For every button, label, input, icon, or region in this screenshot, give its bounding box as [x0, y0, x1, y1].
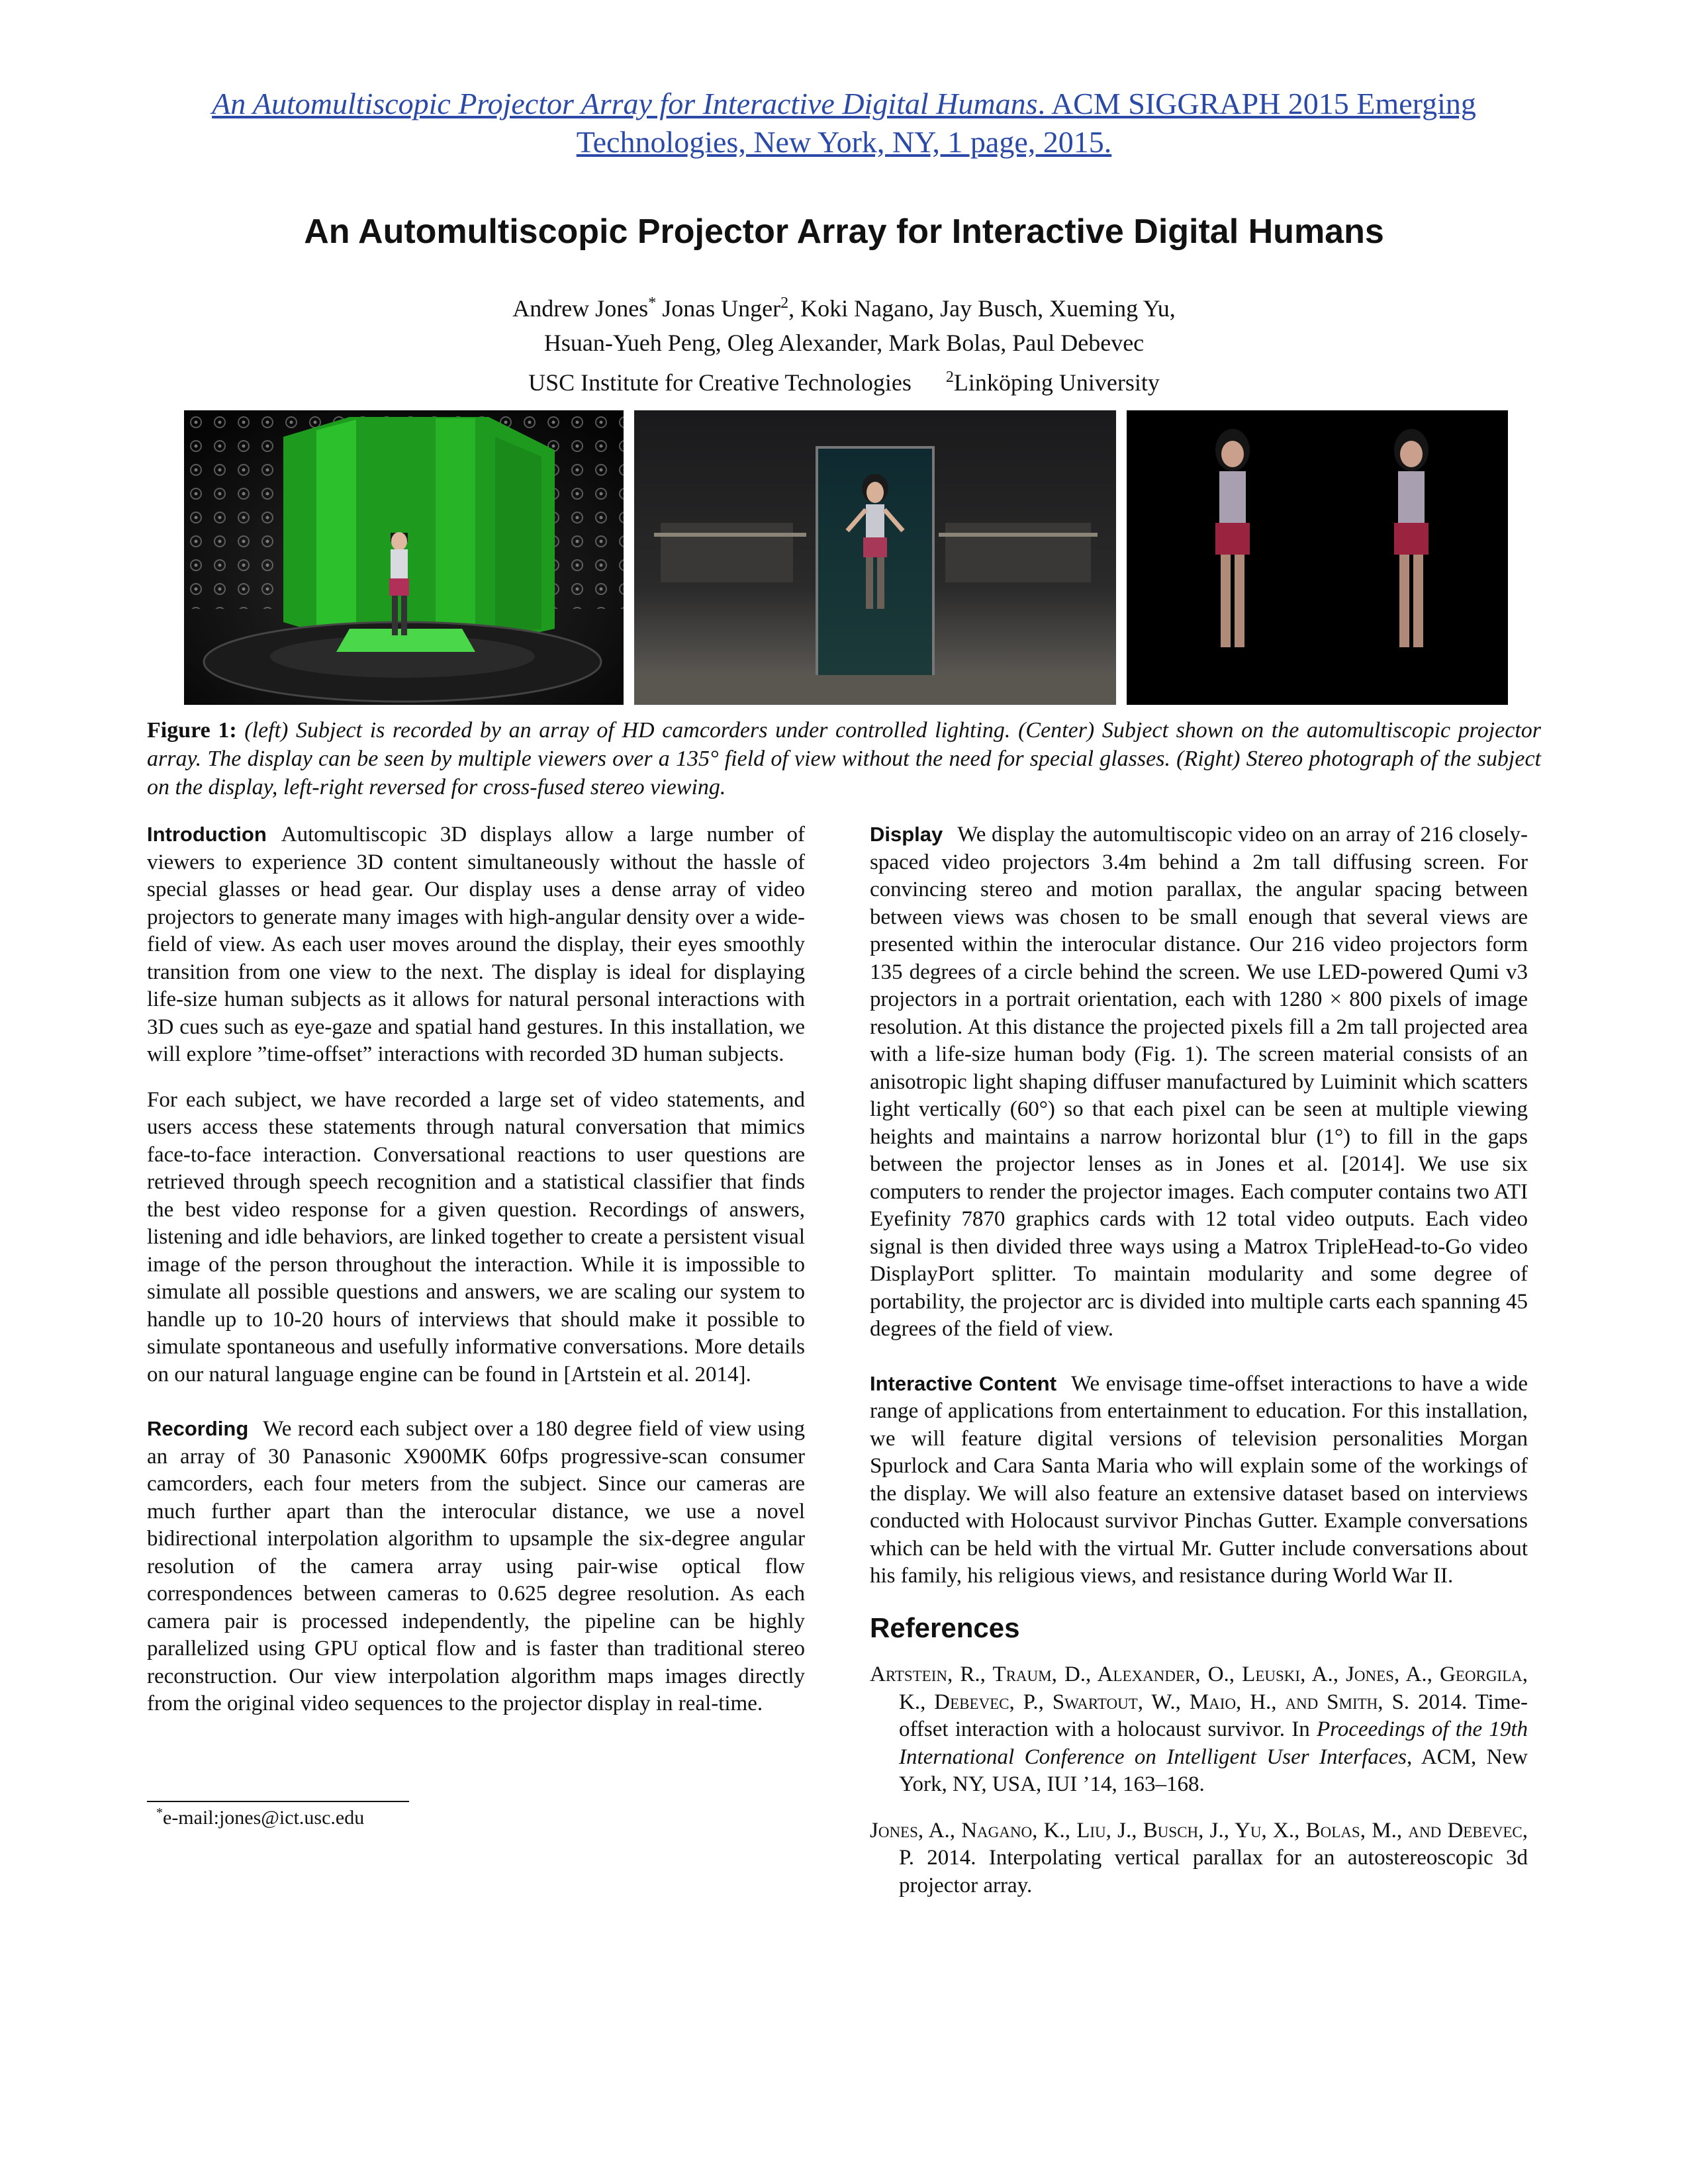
figure-capture-stage	[184, 410, 624, 705]
section-heading-display: Display	[870, 823, 943, 846]
references-heading: References	[870, 1612, 1020, 1643]
right-column	[870, 821, 1528, 1918]
author-unger: Jonas Unger	[662, 295, 781, 322]
display-text: We display the automultiscopic video on an array of 216 closely-spaced video projectors 3.4m behind a 2m tall diffusing screen. For convincing stereo and motion parallax, the angular spacing between between views was chosen to be small enough that several views are presented within the interocular distance. Our 216 video projectors form 135 degrees of a circle behind the screen. We use LED-powered Qumi v3 projectors in a portrait orientation, each with 1280 × 800 pixels of image resolution. At this distance the projected pixels fill a 2m tall projected area with a life-size human body (Fig. 1). The screen material consists of an anisotropic light shaping diffuser manufactured by Luiminit which scatters light vertically (60°) so that each pixel can be seen at multiple viewing heights and maintains a narrow horizontal blur (1°) to fill in the gaps between the projector lenses as in Jones et al. [2014]. We use six computers to render the projector images. Each computer contains two ATI Eyefinity 7870 graphics cards with 12 total video outputs. Each video signal is then divided three ways using a Matrox TripleHead-to-Go video DisplayPort splitter. To maintain modularity and some degree of portability, the projector arc is divided into multiple carts each spanning 45 degrees of the field of view.	[870, 823, 1528, 1341]
paper-link[interactable]: An Automultiscopic Projector Array for Interactive Digital Humans	[212, 87, 1038, 120]
intro-text-1: Automultiscopic 3D displays allow a large number of viewers to experience 3D content simultaneously without the hassle of special glasses or head gear. Our display uses a dense array of video projectors to generate many images with high-angular density over a wide-field of view. As each user moves around the display, their eyes smoothly transition from one view to the next. The display is ideal for displaying life-size human subjects as it allows for natural personal interactions with 3D cues such as eye-gaze and spatial hand gestures. In this installation, we will explore ”time-offset” interactions with recorded 3D human subjects.	[147, 823, 805, 1066]
interactive-text: We envisage time-offset interactions to have a wide range of applications from entertainment to education. For this installation, we will feature digital versions of television personalities Morgan Spurlock and Cara Santa Maria who will explain some of the workings of the display. We will also feature an extensive dataset based on interviews conducted with Holocaust survivor Pinchas Gutter. Example conversations which can be held with the virtual Mr. Gutter include conversations about his family, his religious views, and resistance during World War II.	[870, 1371, 1528, 1588]
paper-title: An Automultiscopic Projector Array for Interactive Digital Humans	[304, 212, 1384, 251]
author-block	[132, 286, 1556, 400]
affil2-mark: 2	[945, 369, 954, 386]
recording-text: We record each subject over a 180 degree field of view using an array of 30 Panasonic X900MK 60fps progressive-scan consumer camcorders, each four meters from the subject. Since our cameras are much further apart than the interocular distance, we use a novel bidirectional interpolation algorithm to upsample the six-degree angular resolution of the camera array using pair-wise optical flow correspondences between cameras to 0.625 degree resolution. As each camera pair is processed independently, the pipeline can be highly parallelized using GPU optical flow and is faster than traditional stereo reconstruction. Our view interpolation algorithm maps images directly from the original video sequences to the projector display in real-time.	[147, 1417, 805, 1715]
reference-jones	[870, 1817, 1528, 1900]
citation-banner	[152, 85, 1536, 161]
author-jones: Andrew Jones	[512, 295, 649, 322]
reference-1-authors: Artstein, R., Traum, D., Alexander, O., Leuski, A., Jones, A., Georgila, K., Debevec, P., Swartout, W., Maio, H., and Smith, S.	[870, 1662, 1528, 1714]
footnote-divider	[147, 1801, 409, 1802]
intro-text-2: For each subject, we have recorded a large set of video statements, and users access these statements through natural conversation that mimics face-to-face interaction. Conversational reactions to user questions are retrieved through speech recognition and a statistical classifier that finds the best video response for a given question. Recordings of answers, listening and idle behaviors, are linked together to create a persistent visual image of the person throughout the interaction. While it is impossible to simulate all possible questions and answers, we are scaling our system to handle up to 10-20 hours of interviews that should make it possible to simulate spontaneous and usefully informative conversations. More details on our natural language engine can be found in [Artstein et al. 2014].	[147, 1087, 805, 1387]
footnote-email: e-mail:jones@ict.usc.edu	[163, 1807, 365, 1829]
reference-2-title: 2014. Interpolating vertical parallax for an autostereoscopic 3d projector array.	[899, 1846, 1528, 1897]
footnote	[156, 1805, 364, 1829]
figure-stereo-pair	[1127, 410, 1508, 705]
venue-link-line2[interactable]: Technologies, New York, NY, 1 page, 2015.	[576, 125, 1112, 159]
interactive-paragraph	[870, 1370, 1528, 1590]
section-heading-recording: Recording	[147, 1417, 249, 1440]
venue-link[interactable]: . ACM SIGGRAPH 2015 Emerging	[1037, 87, 1476, 120]
footnote-mark: *	[156, 1805, 163, 1820]
intro-paragraph-1	[147, 821, 805, 1069]
reference-1-venue: Proceedings of the 19th International Conference on Intelligent User Interfaces	[899, 1717, 1528, 1769]
section-heading-interactive: Interactive Content	[870, 1371, 1057, 1395]
affiliation-linkoping: Linköping University	[953, 369, 1160, 396]
authors-line1: , Koki Nagano, Jay Busch, Xueming Yu,	[788, 295, 1176, 322]
affil-mark: 2	[780, 295, 789, 312]
figure-label: Figure 1:	[147, 718, 237, 743]
reference-artstein	[870, 1661, 1528, 1799]
figure-caption-text: (left) Subject is recorded by an array of HD camcorders under controlled lighting. (Center) Subject shown on the automultiscopic projector array. The display can be seen by multiple viewers over a 135° field of view without the need for special glasses. (Right) Stereo photograph of the subject on the display, left-right reversed for cross-fused stereo viewing.	[147, 718, 1542, 799]
section-heading-introduction: Introduction	[147, 823, 267, 846]
authors-line2: Hsuan-Yueh Peng, Oleg Alexander, Mark Bolas, Paul Debevec	[543, 330, 1145, 356]
affiliation-usc: USC Institute for Creative Technologies	[528, 369, 912, 396]
reference-1-tail: , ACM, New York, NY, USA, IUI ’14, 163–168.	[899, 1745, 1528, 1796]
reference-2-authors: Jones, A., Nagano, K., Liu, J., Busch, J., Yu, X., Bolas, M., and Debevec, P.	[870, 1818, 1528, 1870]
figure-caption	[147, 716, 1541, 801]
intro-paragraph-2	[147, 1087, 805, 1389]
figure-projector-array	[634, 410, 1116, 705]
reference-1-title: 2014. Time-offset interaction with a holocaust survivor. In	[899, 1690, 1528, 1741]
left-column	[147, 821, 805, 1736]
author-footnote-mark: *	[648, 295, 657, 312]
display-paragraph	[870, 821, 1528, 1343]
recording-paragraph	[147, 1415, 805, 1718]
